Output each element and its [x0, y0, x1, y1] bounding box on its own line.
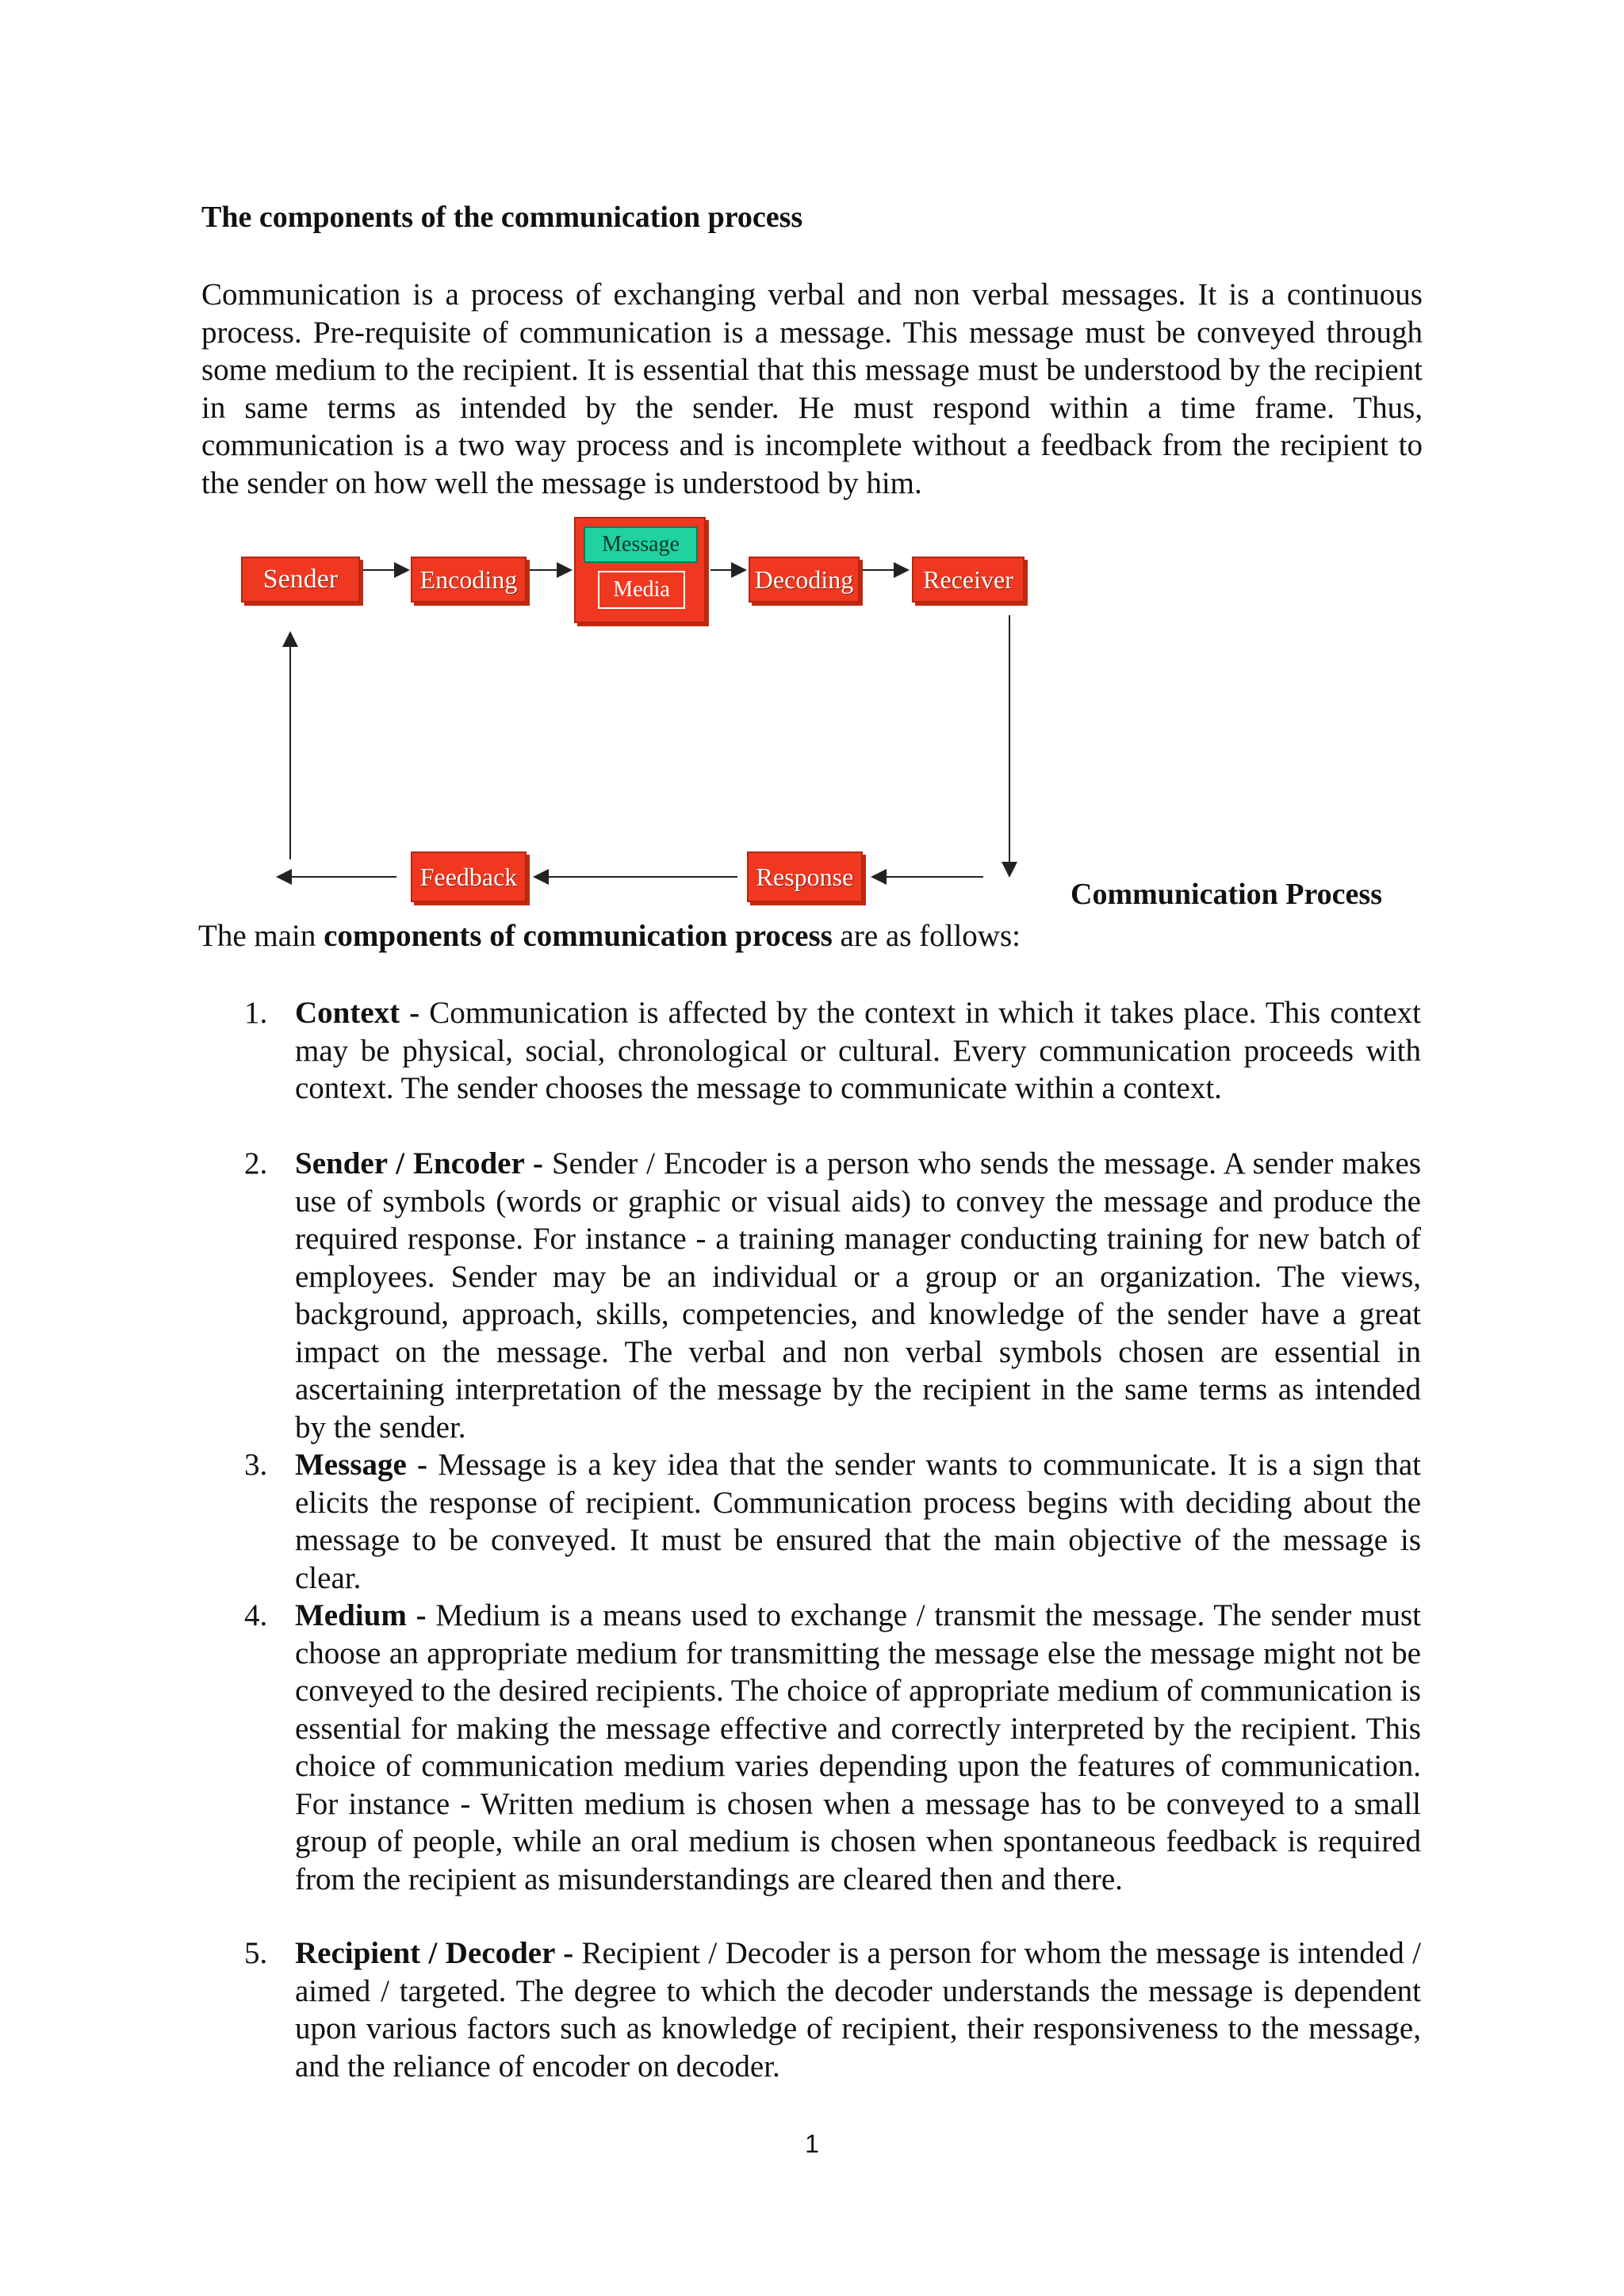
decoding-box: [749, 557, 860, 603]
list-item-text: Communication is affected by the context in which it takes place. This context may be physical, social, chronological or cultural. Every communication proceeds with context. The sender chooses the message to communicate within a context.: [295, 996, 1421, 1105]
list-item-text: Medium is a means used to exchange / transmit the message. The sender must choose an appropriate medium for transmitting the message else the message might not be conveyed to the desired recipients. The choice of appropriate medium of communication is essential for making the message effective and correctly interpreted by the recipient. This choice of communication medium varies depending upon the features of communication. For instance - Written medium is chosen when a message has to be conveyed to a small group of people, while an oral medium is chosen when spontaneous feedback is required from the recipient as misunderstandings are cleared then and there.: [295, 1598, 1422, 1896]
communication-process-diagram: [230, 514, 1055, 890]
list-item-body: [295, 1597, 1421, 1898]
main-components-line: [198, 918, 1021, 955]
list-item-term: Recipient / Decoder -: [295, 1936, 582, 1970]
list-item-body: [295, 1446, 1421, 1597]
list-item-body: [295, 994, 1421, 1108]
sender-label: Sender: [262, 564, 339, 594]
main-suffix: are as follows:: [832, 919, 1021, 953]
list-item-number: 1.: [244, 996, 268, 1030]
list-item-term: Medium -: [295, 1598, 436, 1632]
section-heading: The components of the communication process: [201, 201, 803, 234]
page-number: 1: [805, 2130, 819, 2158]
list-item-number: 5.: [244, 1936, 268, 1970]
list-item-body: [295, 1145, 1421, 1446]
receiver-box: [912, 557, 1025, 603]
encoding-box: [411, 557, 527, 603]
list-item-text: Sender / Encoder is a person who sends the message. A sender makes use of symbols (words or graphic or visual aids) to convey the message and produce the required response. For instance - a training manager conducting training for new batch of employees. Sender may be an individual or a group or an organization. The views, background, approach, skills, competencies, and knowledge of the sender have a great impact on the message. The verbal and non verbal symbols chosen are essential in ascertaining interpretation of the message by the recipient in the same terms as intended by the sender.: [295, 1146, 1421, 1445]
response-box: [747, 851, 863, 902]
list-item-number: 3.: [244, 1448, 268, 1482]
message-label: Message: [584, 526, 698, 563]
receiver-label: Receiver: [923, 564, 1013, 594]
media-label: Media: [598, 571, 685, 609]
list-item-term: Sender / Encoder -: [295, 1146, 552, 1181]
list-item-number: 2.: [244, 1146, 268, 1181]
feedback-box: [411, 851, 527, 902]
encoding-label: Encoding: [419, 564, 518, 594]
list-item-term: Context -: [295, 996, 430, 1030]
main-prefix: The main: [198, 919, 324, 953]
decoding-label: Decoding: [754, 564, 854, 594]
message-media-box: [574, 517, 706, 623]
list-item-text: Recipient / Decoder is a person for whom the message is intended / aimed / targeted. The degree to which the decoder understands the message is dependent upon various factors such as knowledge of recipient, their responsiveness to the message, and the reliance of encoder on decoder.: [295, 1936, 1421, 2084]
diagram-caption: Communication Process: [1071, 878, 1382, 911]
list-item-term: Message -: [295, 1448, 439, 1482]
list-item-body: [295, 1934, 1421, 2085]
response-label: Response: [756, 862, 854, 891]
main-bold: components of communication process: [324, 919, 833, 953]
intro-paragraph: Communication is a process of exchanging verbal and non verbal messages. It is a continuous process. Pre-requisite of communication is a message. This message must be conveyed through some medium to the recipient. It is essential that this message must be understood by the recipient in same terms as intended by the sender. He must respond within a time frame. Thus, communication is a two way process and is incomplete without a feedback from the recipient to the sender on how well the message is understood by him.: [201, 277, 1423, 500]
sender-box: [241, 557, 360, 603]
feedback-label: Feedback: [419, 862, 518, 891]
list-item-text: Message is a key idea that the sender wants to communicate. It is a sign that elicits the response of recipient. Communication process begins with deciding about the message to be conveyed. It must be ensured that the main objective of the message is clear.: [295, 1448, 1421, 1595]
list-item-number: 4.: [244, 1598, 268, 1632]
